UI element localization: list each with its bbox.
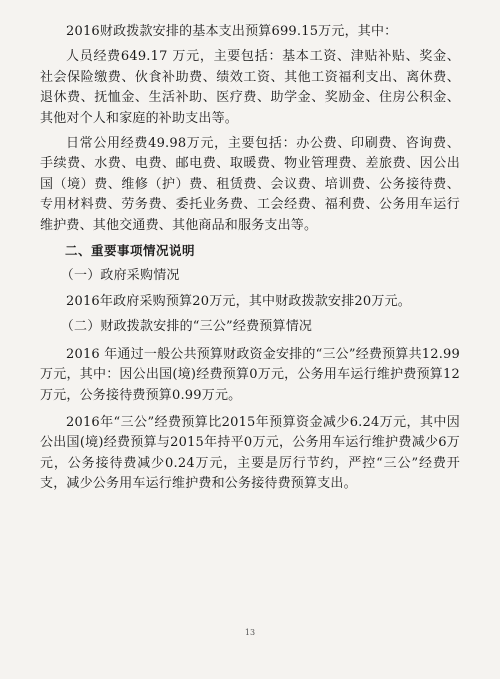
section-heading-important-matters: 二、重要事项情况说明 <box>65 243 196 259</box>
paragraph-public-expenses: 日常公用经费49.98万元，主要包括：办公费、印刷费、咨询费、手续费、水费、电费、邮电费、取暖费、物业管理费、差旅费、因公出国（境）费、维修（护）费、租赁费、会议费、培训费、公务接待费、专用材料费、劳务费、委托业务费、工会经费、福利费、公务用车运行维护费、其他交通费、其他商品和服务支出等。 <box>40 136 460 233</box>
paragraph-three-public-budget: 2016 年通过一般公共预算财政资金安排的“三公”经费预算共12.99万元，其中：因公出国(境)经费预算0万元，公务用车运行维护费预算12万元，公务接待费预算0.99万元。 <box>40 346 460 403</box>
subheading-government-procurement: （一）政府采购情况 <box>60 268 180 284</box>
page-number: 13 <box>244 628 256 637</box>
document-body <box>40 22 460 495</box>
paragraph-three-public-comparison: 2016年“三公”经费预算比2015年预算资金减少6.24万元，其中因公出国(境)经费预算与2015年持平0万元，公务用车运行维护费减少6万元，公务接待费减少0.24万元，主要是厉行节约，严控“三公”经费开支，减少公务用车运行维护费和公务接待费预算支出。 <box>40 414 460 492</box>
subheading-three-public-expenses: （二）财政拨款安排的“三公”经费预算情况 <box>60 319 313 335</box>
paragraph-basic-expenditure: 2016财政拨款安排的基本支出预算699.15万元，其中： <box>66 24 398 39</box>
paragraph-personnel-expenses: 人员经费649.17 万元，主要包括：基本工资、津贴补贴、奖金、社会保险缴费、伙食补助费、绩效工资、其他工资福利支出、离休费、退休费、抚恤金、生活补助、医疗费、助学金、奖励金、住房公积金、其他对个人和家庭的补助支出等。 <box>40 49 460 126</box>
paragraph-procurement-budget: 2016年政府采购预算20万元，其中财政拨款安排20万元。 <box>66 293 411 309</box>
